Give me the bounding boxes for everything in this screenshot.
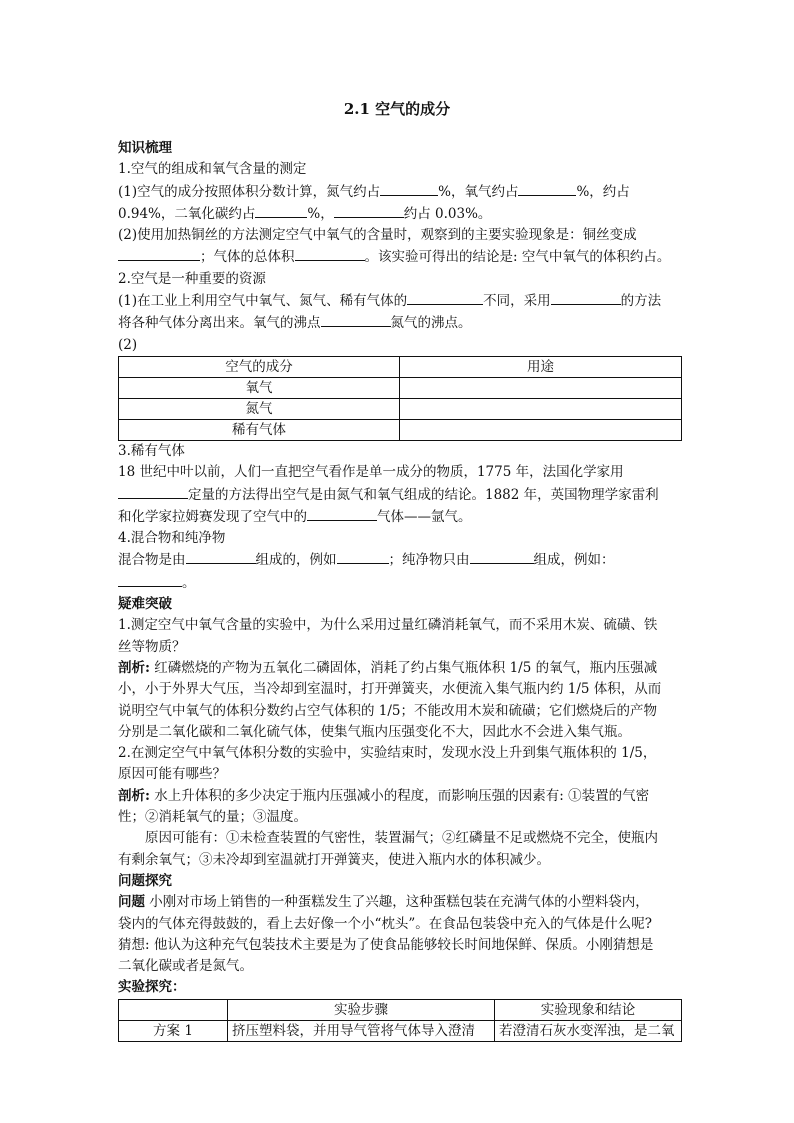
table-cell: 若澄清石灰水变浑浊，是二氧 (495, 1020, 682, 1041)
table-cell (400, 398, 682, 419)
fill-blank (518, 181, 576, 196)
text-line: 将各种气体分离出来。氧气的沸点 氮气的沸点。 (118, 312, 681, 334)
text-line: 0.94%，二氧化碳约占 %， 约占 0.03%。 (118, 203, 681, 225)
paragraph-line: 问题 小刚对市场上销售的一种蛋糕发生了兴趣，这种蛋糕包装在充满气体的小塑料袋内， (118, 894, 649, 911)
air-components-table (118, 356, 682, 441)
section-heading-knowledge: 知识梳理 (118, 140, 172, 156)
table-row (119, 419, 682, 440)
fill-blank (186, 549, 256, 564)
analysis-line: 小，小于外界大气压，当冷却到室温时，打开弹簧夹，水便流入集气瓶内约 1/5 体积，从而 (118, 681, 662, 698)
section-heading-difficulties: 疑难突破 (118, 596, 172, 613)
text-line: (2)使用加热铜丝的方法测定空气中氧气的含量时，观察到的主要实验现象是：铜丝变成 (118, 227, 637, 244)
table-header-row (119, 999, 682, 1020)
table-header-cell: 实验现象和结论 (495, 999, 682, 1020)
table-header-cell: 实验步骤 (228, 999, 495, 1020)
fill-blank (118, 484, 188, 499)
table-row (119, 398, 682, 419)
table-cell: 挤压塑料袋，并用导气管将气体导入澄清 (228, 1020, 495, 1041)
paragraph-line: 袋内的气体充得鼓鼓的，看上去好像一个小“枕头”。在食品包装袋中充入的气体是什么呢? (118, 915, 653, 932)
text-line: 18 世纪中叶以前，人们一直把空气看作是单一成分的物质，1775 年，法国化学家用 (118, 464, 624, 481)
analysis-line: 有剩余氧气；③未冷却到室温就打开弹簧夹，使进入瓶内水的体积减少。 (118, 851, 550, 868)
table-cell (400, 419, 682, 440)
section-heading-experiment: 实验探究： (118, 979, 186, 996)
section-heading-inquiry: 问题探究 (118, 872, 172, 889)
text-line: 混合物是由 组成的，例如 ；纯净物只由 组成，例如： (118, 549, 681, 571)
analysis-line: 原因可能有：①未检查装置的气密性，装置漏气；②红磷量不足或燃烧不完全，使瓶内 (145, 830, 658, 847)
analysis-line: 性；②消耗氧气的量；③温度。 (118, 809, 307, 826)
fill-blank (255, 203, 307, 218)
fill-blank (551, 290, 621, 305)
text-line: 4.混合物和纯净物 (118, 530, 226, 547)
experiment-table (118, 999, 682, 1042)
analysis-label: 剖析: (118, 787, 150, 804)
analysis-line: 说明空气中氧气的体积分数约占空气体积的 1/5；不能改用木炭和硫磺；它们燃烧后的产物 (118, 702, 658, 719)
analysis-line: 分别是二氧化碳和二氧化硫气体，使集气瓶内压强变化不大，因此水不会进入集气瓶。 (118, 723, 631, 740)
table-cell: 方案 1 (119, 1020, 228, 1041)
document-body (118, 138, 681, 1042)
table-cell: 氧气 (119, 377, 400, 398)
fill-blank (295, 246, 365, 261)
table-cell: 氮气 (119, 398, 400, 419)
table-cell: 稀有气体 (119, 419, 400, 440)
fill-blank (118, 572, 182, 587)
fill-blank (334, 203, 404, 218)
text-line: 定量的方法得出空气是由氮气和氧气组成的结论。1882 年，英国物理学家雷利 (118, 484, 681, 506)
text-line: 2.空气是一种重要的资源 (118, 270, 266, 287)
question-line: 2.在测定空气中氧气体积分数的实验中，实验结束时，发现水没上升到集气瓶体积的 1/5， (118, 745, 657, 762)
question-line: 丝等物质？ (118, 638, 186, 655)
question-line: 原因可能有哪些？ (118, 766, 226, 783)
table-header-cell: 空气的成分 (119, 356, 400, 377)
analysis-line: 剖析: 水上升体积的多少决定于瓶内压强减小的程度，而影响压强的因素有: ①装置的气密 (118, 787, 650, 804)
table-header-cell (119, 999, 228, 1020)
fill-blank (470, 549, 534, 564)
fill-blank (307, 506, 377, 521)
question-line: 1.测定空气中氧气含量的实验中，为什么采用过量红磷消耗氧气，而不采用木炭、硫磺、铁 (118, 617, 658, 634)
fill-blank (321, 312, 391, 327)
analysis-label: 剖析: (118, 659, 150, 676)
analysis-line: 剖析: 红磷燃烧的产物为五氧化二磷固体，消耗了约占集气瓶体积 1/5 的氧气，瓶内压强减 (118, 659, 658, 676)
question-label: 问题 (118, 894, 145, 911)
text-line: 。 (118, 572, 681, 594)
text-line: 和化学家拉姆赛发现了空气中的 气体——氩气。 (118, 506, 681, 528)
fill-blank (337, 549, 389, 564)
text-line: 3.稀有气体 (118, 442, 185, 459)
table-header-row (119, 356, 682, 377)
text-line: (1)空气的成分按照体积分数计算，氮气约占 %，氧气约占 %，约占 (118, 181, 681, 203)
text-line: (1)在工业上利用空气中氧气、氮气、稀有气体的 不同，采用 的方法 (118, 290, 681, 312)
text-line: (2) (118, 336, 138, 353)
table-row (119, 1020, 682, 1041)
table-row (119, 377, 682, 398)
fill-blank (380, 181, 438, 196)
paragraph-line: 二氧化碳或者是氮气。 (118, 958, 253, 975)
table-header-cell: 用途 (400, 356, 682, 377)
text-line: 1.空气的组成和氧气含量的测定 (118, 161, 307, 178)
table-cell (400, 377, 682, 398)
fill-blank (407, 290, 483, 305)
text-line: ；气体的总体积 。该实验可得出的结论是: 空气中氧气的体积约占。 (118, 246, 681, 268)
paragraph-line: 猜想: 他认为这种充气包装技术主要是为了使食品能够较长时间地保鲜、保质。小刚猜想是 (118, 936, 654, 953)
fill-blank (118, 246, 200, 261)
page-title: 2.1 空气的成分 (343, 100, 451, 118)
